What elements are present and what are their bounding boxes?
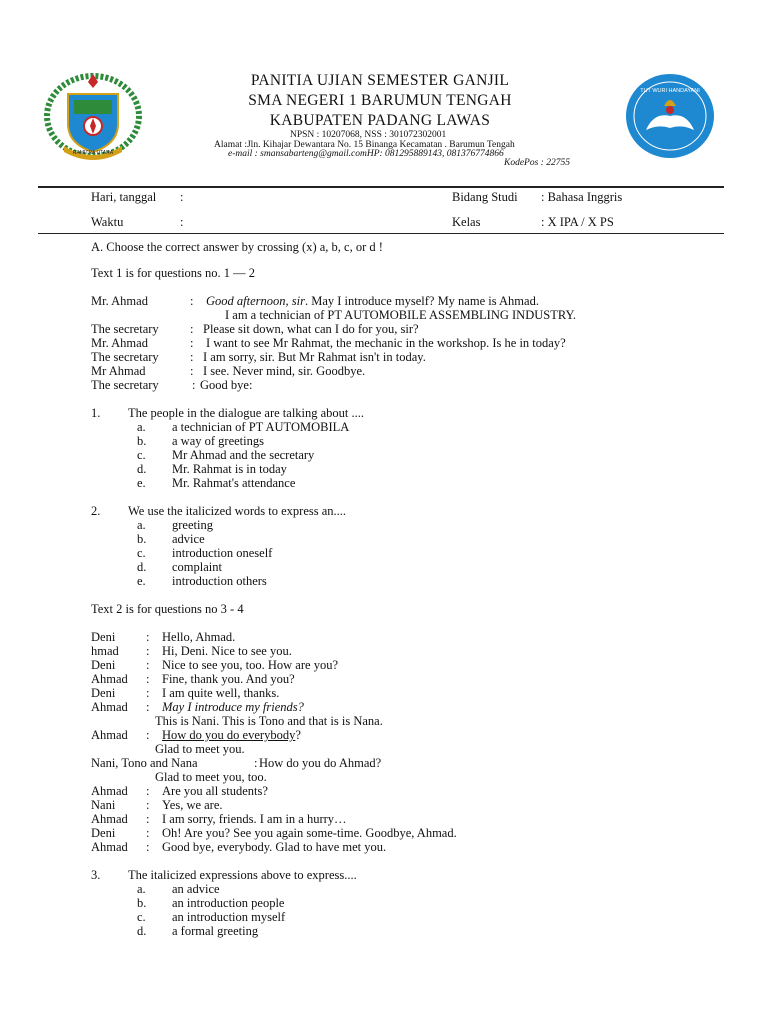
option-letter: c. bbox=[137, 910, 146, 924]
class-label: Kelas bbox=[452, 215, 481, 229]
dialogue-sep: : bbox=[146, 840, 150, 854]
dialogue-text: Are you all students? bbox=[162, 784, 268, 798]
question-number: 1. bbox=[91, 406, 101, 420]
header-email: e-mail : smansabarteng@gmail.com bbox=[228, 149, 367, 159]
dialogue-speaker: Ahmad bbox=[91, 784, 128, 798]
dialogue-sep: : bbox=[146, 686, 150, 700]
dialogue-text: Hi, Deni. Nice to see you. bbox=[162, 644, 292, 658]
header-phone: HP: 081295889143, 081376774866 bbox=[366, 149, 504, 159]
italic-greeting: Good afternoon, sir bbox=[206, 294, 305, 308]
dialogue-speaker: The secretary bbox=[91, 322, 159, 336]
header-rule-bottom bbox=[38, 233, 724, 234]
dialogue-line bbox=[162, 728, 301, 743]
option-text: an advice bbox=[172, 882, 220, 896]
dialogue-speaker: Deni bbox=[91, 826, 116, 840]
dialogue-text: I am sorry, sir. But Mr Rahmat isn't in today. bbox=[203, 350, 426, 364]
header-address: Alamat :Jln. Kihajar Dewantara No. 15 Binanga Kecamatan . Barumun Tengah bbox=[214, 140, 515, 150]
dialogue-line bbox=[206, 294, 539, 309]
option-letter: d. bbox=[137, 560, 147, 574]
option-text: greeting bbox=[172, 518, 213, 532]
option-letter: b. bbox=[137, 434, 147, 448]
option-letter: d. bbox=[137, 462, 147, 476]
dialogue-text: Please sit down, what can I do for you, sir? bbox=[203, 322, 419, 336]
time-sep: : bbox=[180, 215, 184, 229]
dialogue-speaker: Mr Ahmad bbox=[91, 364, 146, 378]
dialogue-text: . May I introduce myself? My name is Ahmad. bbox=[304, 294, 539, 308]
dialogue-text: I am sorry, friends. I am in a hurry… bbox=[162, 812, 347, 826]
tut-wuri-handayani-logo bbox=[624, 72, 716, 160]
option-letter: e. bbox=[137, 574, 146, 588]
dialogue-text: Good bye: bbox=[200, 378, 253, 392]
dialogue-text: Nice to see you, too. How are you? bbox=[162, 658, 338, 672]
dialogue-speaker: Ahmad bbox=[91, 840, 128, 854]
dialogue-text: I see. Never mind, sir. Goodbye. bbox=[203, 364, 366, 378]
tut-wuri-text: TUT WURI HANDAYANI bbox=[640, 88, 700, 94]
dialogue-speaker: Nani, Tono and Nana bbox=[91, 756, 198, 770]
dialogue-text: Hello, Ahmad. bbox=[162, 630, 236, 644]
dialogue-sep: : bbox=[192, 378, 196, 392]
subject-label: Bidang Studi bbox=[452, 190, 518, 204]
option-letter: d. bbox=[137, 924, 147, 938]
option-letter: c. bbox=[137, 546, 146, 560]
option-text: Mr Ahmad and the secretary bbox=[172, 448, 315, 462]
dialogue-speaker: Deni bbox=[91, 686, 116, 700]
option-text: an introduction people bbox=[172, 896, 285, 910]
dialogue-text: Glad to meet you. bbox=[155, 742, 245, 756]
subject-value: : Bahasa Inggris bbox=[541, 190, 623, 204]
dialogue-text: Oh! Are you? See you again some-time. Goodbye, Ahmad. bbox=[162, 826, 457, 840]
dialogue-speaker: Deni bbox=[91, 630, 116, 644]
dialogue-sep: : bbox=[190, 294, 194, 308]
dialogue-speaker: Ahmad bbox=[91, 812, 128, 826]
option-letter: e. bbox=[137, 476, 146, 490]
option-letter: c. bbox=[137, 448, 146, 462]
header-rule-top bbox=[38, 186, 724, 188]
dialogue-sep: : bbox=[146, 658, 150, 672]
dialogue-text: Glad to meet you, too. bbox=[155, 770, 267, 784]
header-npsn: NPSN : 10207068, NSS : 301072302001 bbox=[290, 130, 447, 140]
question-stem: The italicized expressions above to express.... bbox=[128, 868, 357, 882]
text1-heading: Text 1 is for questions no. 1 — 2 bbox=[91, 266, 256, 280]
question-mark: ? bbox=[295, 728, 301, 742]
dialogue-sep: : bbox=[146, 784, 150, 798]
underlined-expression: How do you do everybody bbox=[162, 728, 296, 742]
dialogue-text: How do you do Ahmad? bbox=[259, 756, 382, 770]
dialogue-text: I am quite well, thanks. bbox=[162, 686, 280, 700]
dialogue-speaker: Mr. Ahmad bbox=[91, 336, 148, 350]
header-school: SMA NEGERI 1 BARUMUN TENGAH bbox=[248, 92, 512, 109]
header-postcode: KodePos : 22755 bbox=[504, 158, 570, 168]
dialogue-speaker: Ahmad bbox=[91, 728, 128, 742]
option-text: Mr. Rahmat is in today bbox=[172, 462, 287, 476]
dialogue-speaker: Deni bbox=[91, 658, 116, 672]
header-contact bbox=[228, 149, 504, 159]
dialogue-sep: : bbox=[190, 364, 194, 378]
dialogue-speaker: Mr. Ahmad bbox=[91, 294, 148, 308]
dialogue-speaker: Ahmad bbox=[91, 672, 128, 686]
header-committee: PANITIA UJIAN SEMESTER GANJIL bbox=[250, 72, 510, 89]
dialogue-text: Fine, thank you. And you? bbox=[162, 672, 295, 686]
dialogue-text: Good bye, everybody. Glad to have met you. bbox=[162, 840, 387, 854]
dialogue-speaker: hmad bbox=[91, 644, 119, 658]
option-text: a technician of PT AUTOMOBILA bbox=[172, 420, 350, 434]
option-text: an introduction myself bbox=[172, 910, 286, 924]
dialogue-sep: : bbox=[146, 672, 150, 686]
dialogue-text: This is Nani. This is Tono and that is is Nana. bbox=[155, 714, 383, 728]
header-regency: KABUPATEN PADANG LAWAS bbox=[269, 112, 491, 129]
dialogue-sep: : bbox=[190, 350, 194, 364]
option-text: complaint bbox=[172, 560, 222, 574]
question-stem: We use the italicized words to express an.... bbox=[128, 504, 347, 518]
dialogue-text: I am a technician of PT AUTOMOBILE ASSEMBLING INDUSTRY. bbox=[225, 308, 577, 322]
dialogue-sep: : bbox=[146, 728, 150, 742]
question-stem: The people in the dialogue are talking about .... bbox=[128, 406, 365, 420]
text2-heading: Text 2 is for questions no 3 - 4 bbox=[91, 602, 244, 616]
option-letter: a. bbox=[137, 420, 146, 434]
dialogue-sep: : bbox=[146, 798, 150, 812]
question-number: 3. bbox=[91, 868, 101, 882]
option-letter: b. bbox=[137, 896, 147, 910]
dialogue-text: I want to see Mr Rahmat, the mechanic in the workshop. Is he in today? bbox=[206, 336, 566, 350]
dialogue-speaker: Nani bbox=[91, 798, 116, 812]
option-text: a way of greetings bbox=[172, 434, 264, 448]
option-text: introduction oneself bbox=[172, 546, 273, 560]
dialogue-sep: : bbox=[146, 630, 150, 644]
option-letter: a. bbox=[137, 882, 146, 896]
time-label: Waktu bbox=[91, 215, 124, 229]
dialogue-speaker: Ahmad bbox=[91, 700, 128, 714]
option-text: a formal greeting bbox=[172, 924, 259, 938]
date-label: Hari, tanggal bbox=[91, 190, 157, 204]
dialogue-sep: : bbox=[146, 700, 150, 714]
dialogue-sep: : bbox=[146, 812, 150, 826]
option-text: introduction others bbox=[172, 574, 267, 588]
date-sep: : bbox=[180, 190, 184, 204]
italic-introduction: May I introduce my friends? bbox=[162, 700, 304, 714]
emblem-ribbon-text: RAMITRA UTARA bbox=[72, 150, 114, 156]
question-number: 2. bbox=[91, 504, 101, 518]
option-text: advice bbox=[172, 532, 205, 546]
instruction: A. Choose the correct answer by crossing (x) a, b, c, or d ! bbox=[91, 240, 383, 254]
dialogue-text: Yes, we are. bbox=[162, 798, 223, 812]
dialogue-speaker: The secretary bbox=[91, 378, 159, 392]
dialogue-sep: : bbox=[146, 826, 150, 840]
regency-emblem-logo bbox=[44, 72, 142, 160]
dialogue-sep: : bbox=[254, 756, 258, 770]
option-letter: b. bbox=[137, 532, 147, 546]
class-value: : X IPA / X PS bbox=[541, 215, 614, 229]
dialogue-speaker: The secretary bbox=[91, 350, 159, 364]
option-letter: a. bbox=[137, 518, 146, 532]
dialogue-sep: : bbox=[190, 336, 194, 350]
dialogue-sep: : bbox=[190, 322, 194, 336]
dialogue-sep: : bbox=[146, 644, 150, 658]
option-text: Mr. Rahmat's attendance bbox=[172, 476, 296, 490]
